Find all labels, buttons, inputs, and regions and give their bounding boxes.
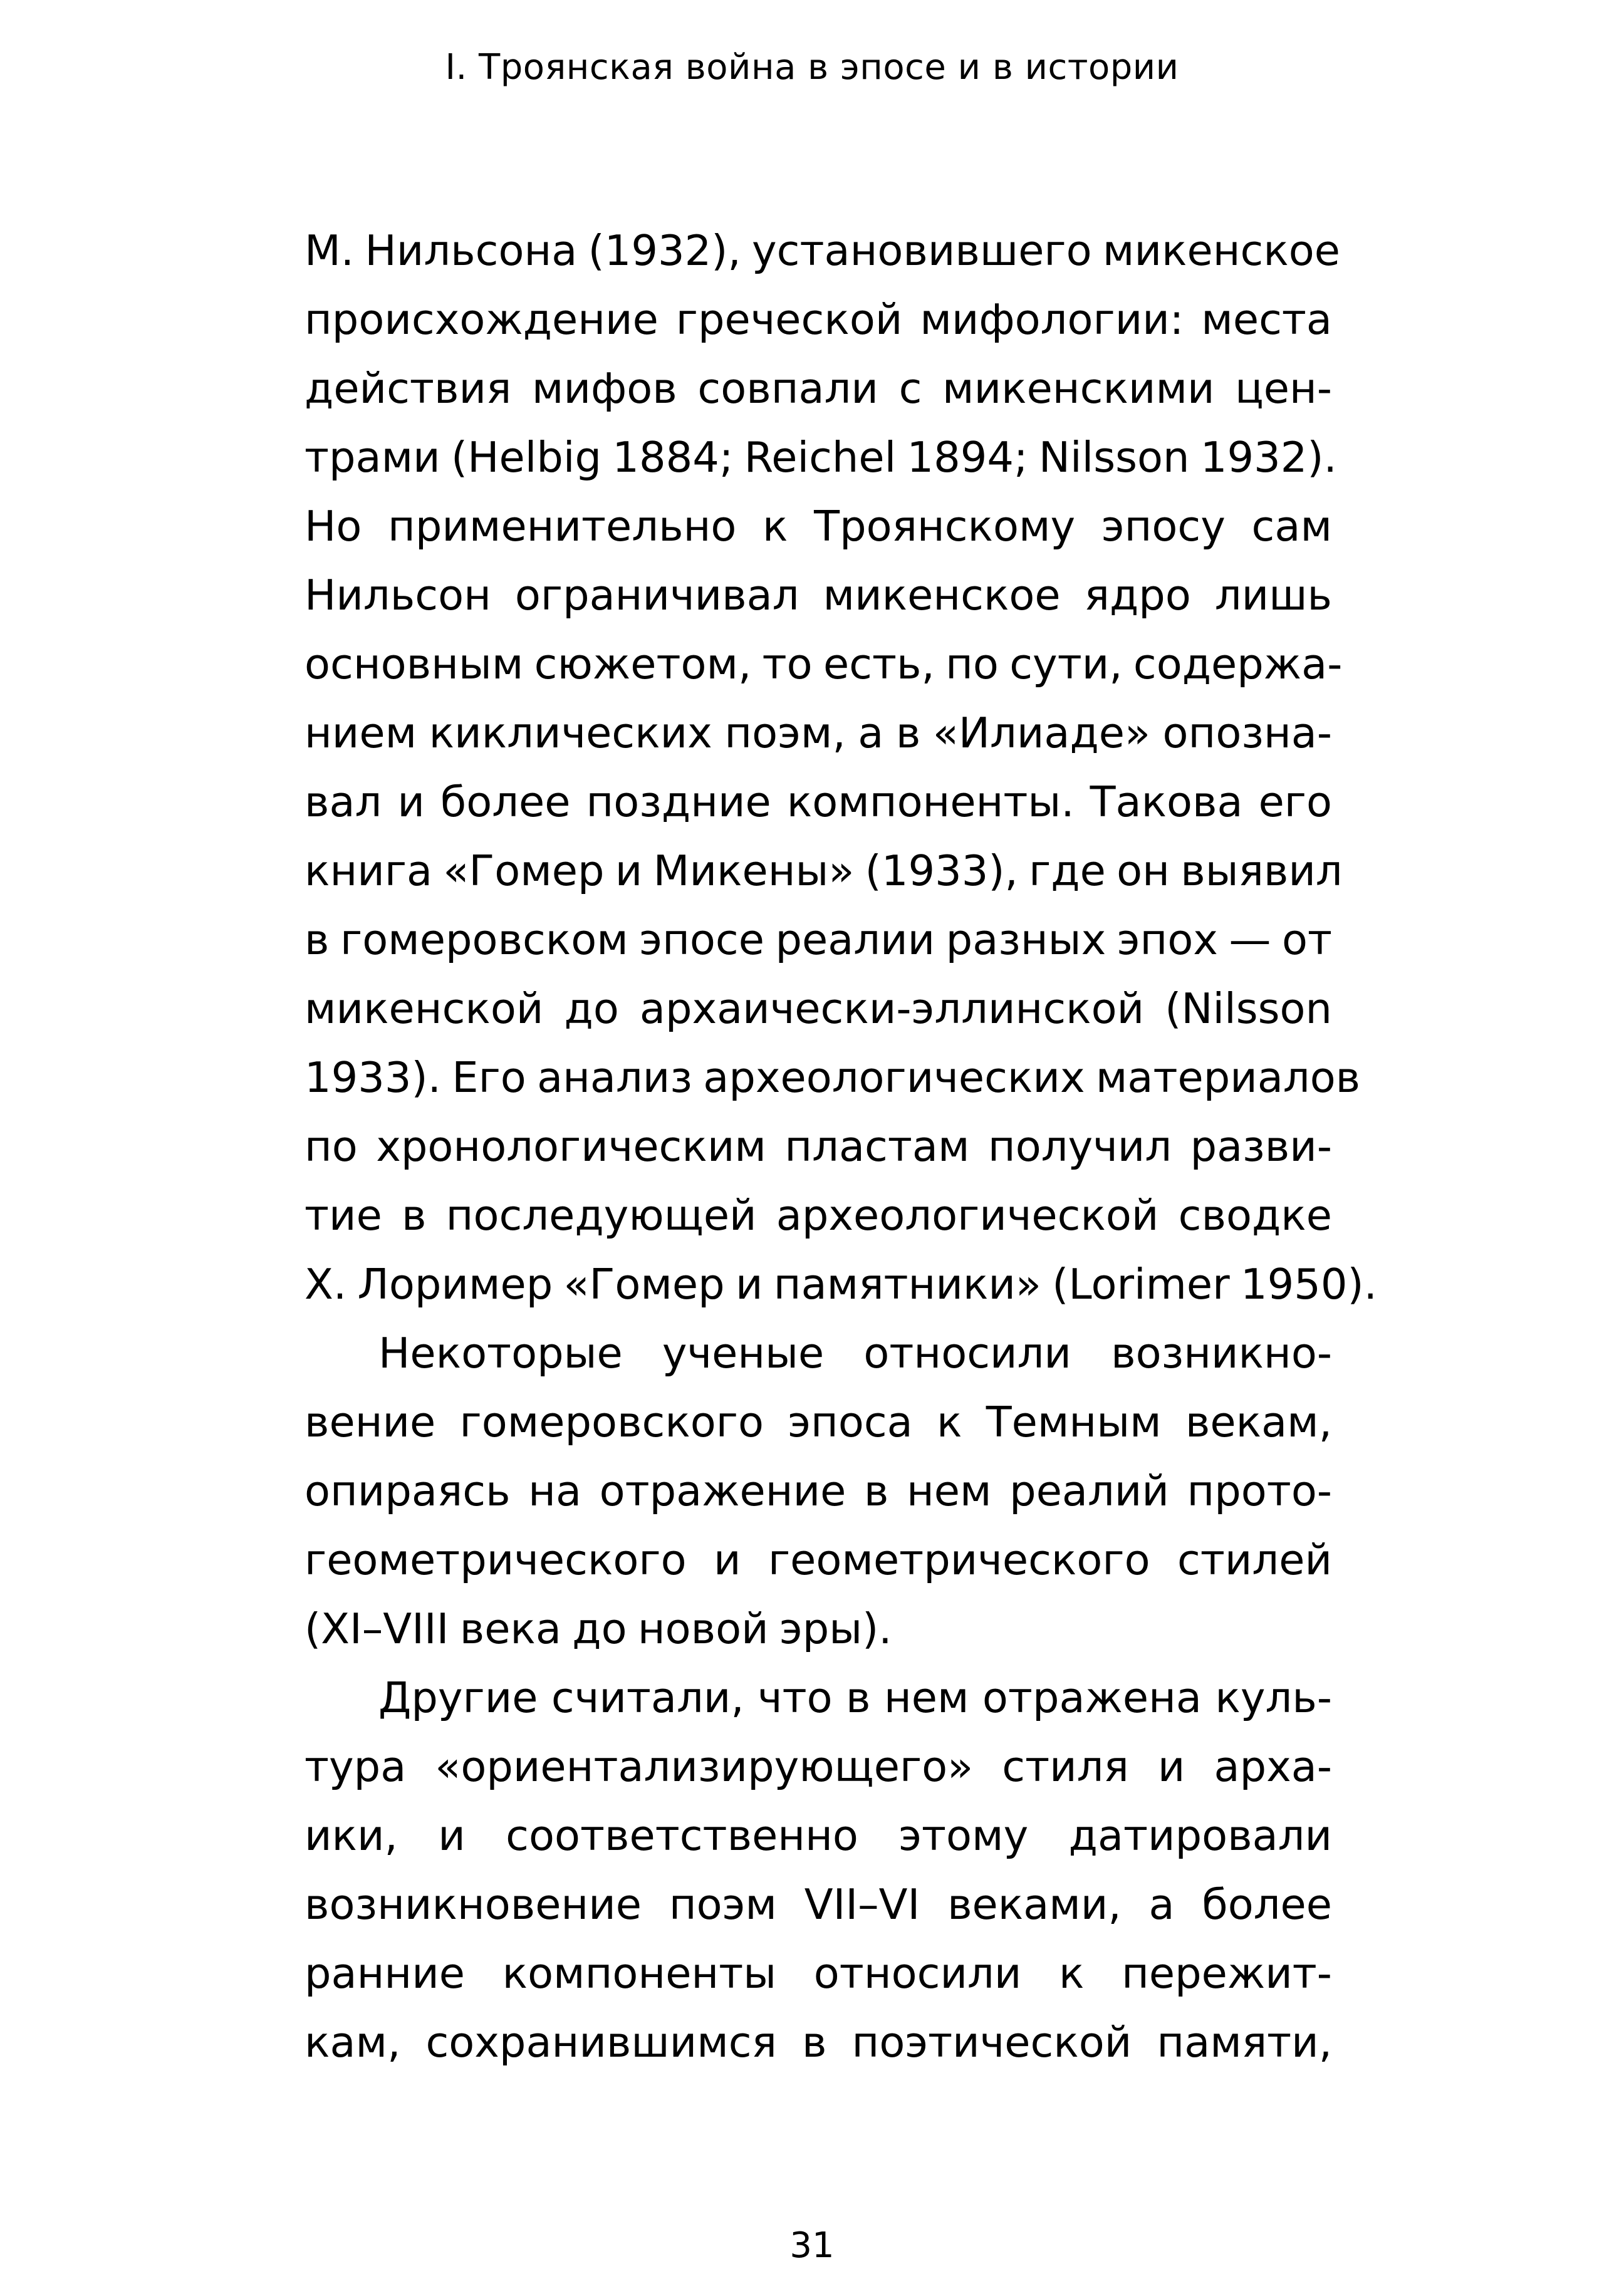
text-line: вал и более поздние компоненты. Такова его [304,777,1332,826]
text-line: М. Нильсона (1932), установившего микенское [304,226,1341,275]
text-line: вение гомеровского эпоса к Темным векам, [304,1398,1332,1447]
text-line: нием киклических поэм, а в «Илиаде» опозна- [304,709,1332,757]
text-line: возникновение поэм VII–VI веками, а более [304,1880,1332,1929]
text-line: микенской до архаически-эллинской (Nilsson [304,984,1332,1033]
text-line: действия мифов совпали с микенскими цен- [304,364,1332,413]
text-line: геометрического и геометрического стилей [304,1535,1332,1584]
text-line: опираясь на отражение в нем реалий прото- [304,1467,1332,1515]
text-line: основным сюжетом, то есть, по сути, содержа- [304,640,1343,688]
body-text [304,216,1377,2077]
text-line: тура «ориентализирующего» стиля и арха- [304,1742,1332,1791]
text-line: книга «Гомер и Микены» (1933), где он выявил [304,846,1343,895]
text-line: трами (Helbig 1884; Reichel 1894; Nilsson 1932). [304,433,1337,482]
text-line: тие в последующей археологической сводке [304,1191,1332,1240]
text-line: в гомеровском эпосе реалии разных эпох — от [304,915,1332,964]
page-number: 31 [789,2225,835,2266]
text-line: кам, сохранившимся в поэтической памяти, [304,2018,1332,2067]
text-line: ики, и соответственно этому датировали [304,1811,1332,1860]
text-line: 1933). Его анализ археологических материалов [304,1053,1361,1102]
text-line: происхождение греческой мифологии: места [304,295,1332,344]
text-line: (XI–VIII века до новой эры). [304,1604,892,1653]
text-line: Х. Лоример «Гомер и памятники» (Lorimer 1950). [304,1260,1377,1309]
running-head: I. Троянская война в эпосе и в истории [445,47,1179,88]
text-line: Нильсон ограничивал микенское ядро лишь [304,571,1332,620]
text-line: Некоторые ученые относили возникно- [378,1329,1332,1378]
text-line: ранние компоненты относили к пережит- [304,1949,1332,1998]
text-line: Но применительно к Троянскому эпосу сам [304,502,1332,551]
text-line: Другие считали, что в нем отражена куль- [378,1673,1332,1722]
text-line: по хронологическим пластам получил разви- [304,1122,1332,1171]
